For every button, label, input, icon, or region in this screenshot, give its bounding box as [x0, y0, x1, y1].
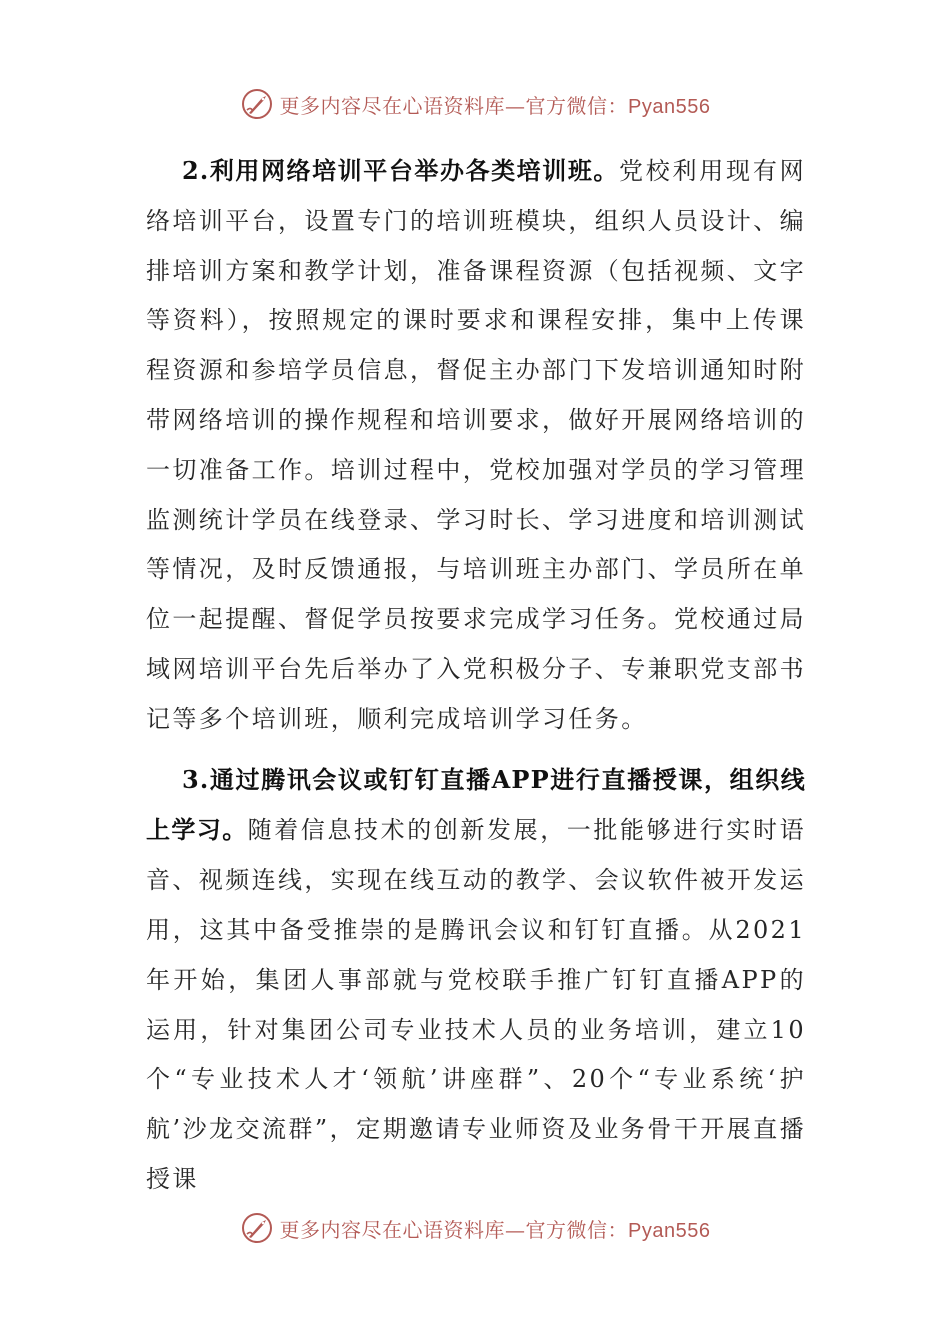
footer-wechat-id: Pyan556 — [628, 1219, 711, 1242]
body-content — [146, 146, 806, 1205]
paragraph-2-heading: 2.利用网络培训平台举办各类培训班。 — [182, 156, 619, 185]
footer-banner-text: 更多内容尽在心语资料库—官方微信：Pyan556 — [279, 1217, 711, 1242]
header-wechat-id: Pyan556 — [628, 95, 711, 118]
paragraph-3 — [146, 755, 806, 1205]
pen-nib-logo-icon — [240, 1211, 274, 1245]
header-banner — [0, 84, 950, 124]
paragraph-2 — [146, 146, 806, 745]
footer-banner — [0, 1208, 950, 1248]
paragraph-2-text: 党校利用现有网络培训平台，设置专门的培训班模块，组织人员设计、编排培训方案和教学计划，准备课程资源（包括视频、文字等资料），按照规定的课时要求和课程安排，集中上传课程资源和参培学员信息，督促主办部门下发培训通知时附带网络培训的操作规程和培训要求，做好开展网络培训的一切准备工作。培训过程中，党校加强对学员的学习管理监测统计学员在线登录、学习时长、学习进度和培训测试等情况，及时反馈通报，与培训班主办部门、学员所在单位一起提醒、督促学员按要求完成学习任务。党校通过局域网培训平台先后举办了入党积极分子、专兼职党支部书记等多个培训班，顺利完成培训学习任务。 — [146, 157, 806, 733]
paragraph-3-text: 随着信息技术的创新发展，一批能够进行实时语音、视频连线，实现在线互动的教学、会议软件被开发运用，这其中备受推崇的是腾讯会议和钉钉直播。从2021年开始，集团人事部就与党校联手推广钉钉直播APP的运用，针对集团公司专业技术人员的业务培训，建立10个“专业技术人才‘领航’讲座群”、20个“专业系统‘护航’沙龙交流群”，定期邀请专业师资及业务骨干开展直播授课 — [146, 816, 806, 1193]
header-banner-text: 更多内容尽在心语资料库—官方微信：Pyan556 — [279, 93, 711, 118]
pen-nib-logo-icon — [240, 87, 274, 121]
paragraph-3-heading: 3.通过腾讯会议或钉钉直播APP进行直播授课，组织线上学习。 — [146, 764, 806, 845]
